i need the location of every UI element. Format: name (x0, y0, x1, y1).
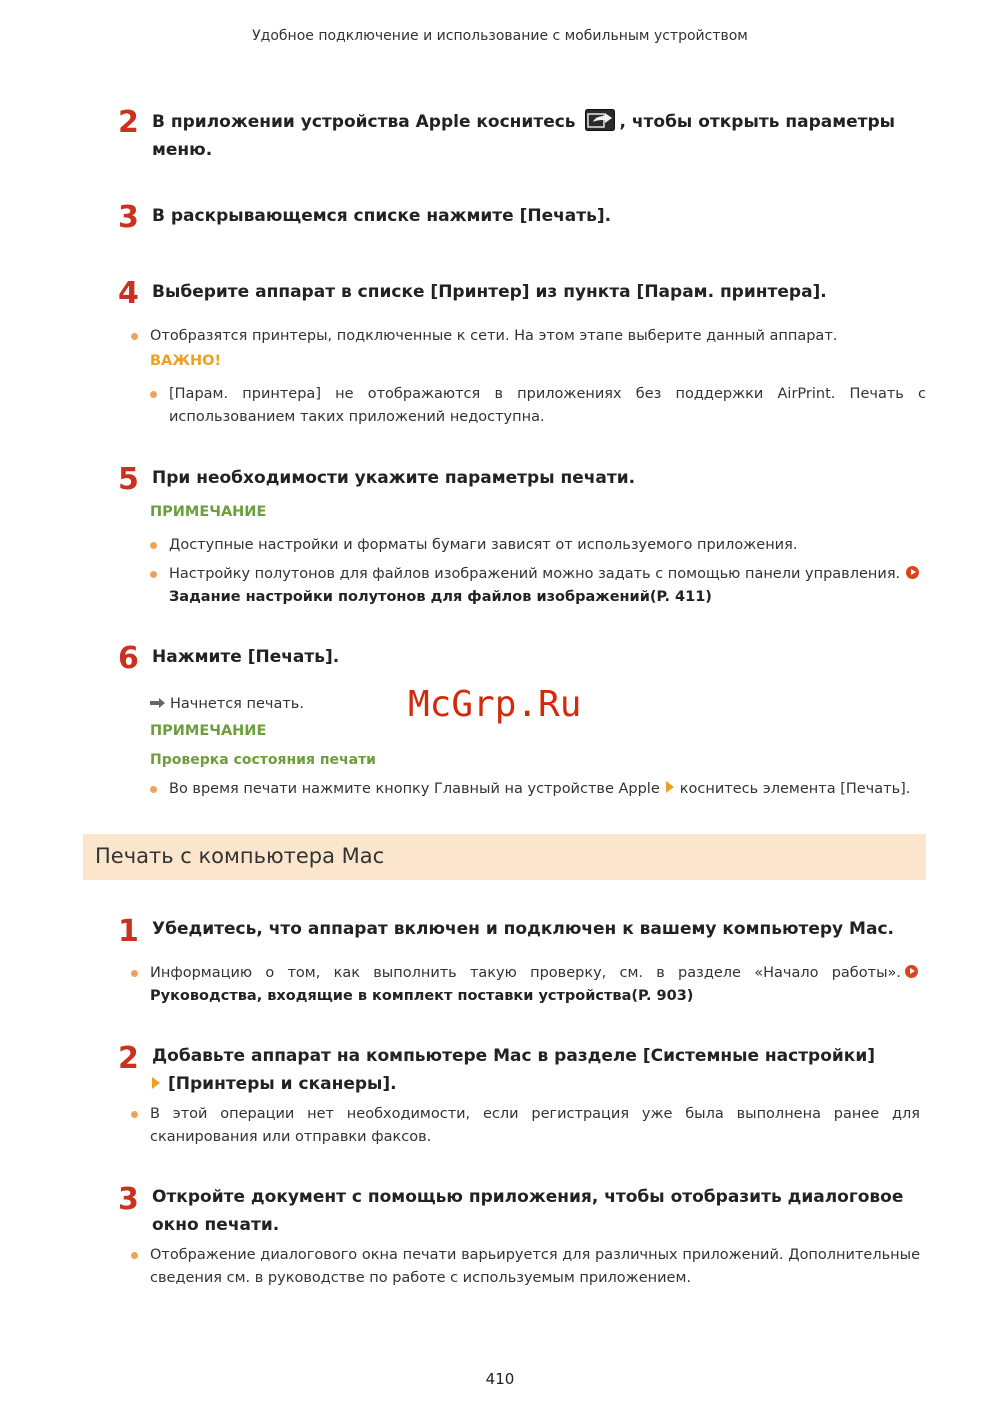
step-title: Добавьте аппарат на компьютере Mac в разделе [Системные настройки] [Принтеры и сканеры]. (152, 1046, 876, 1094)
note-label: ПРИМЕЧАНИЕ (150, 504, 267, 520)
section-title: Печать с компьютера Mac (95, 844, 385, 868)
note-subheading: Проверка состояния печати (150, 752, 376, 768)
list-item: [Парам. принтера] не отображаются в приложениях без поддержки AirPrint. Печать с использованием таких приложений недоступна. (169, 383, 926, 429)
list-item: Доступные настройки и форматы бумаги зависят от используемого приложения. (169, 534, 926, 557)
step-title: В раскрывающемся списке нажмите [Печать]. (152, 206, 612, 226)
list-item: Во время печати нажмите кнопку Главный на устройстве Apple коснитесь элемента [Печать]. (169, 778, 926, 801)
step-number: 4 (118, 276, 139, 311)
step-title: При необходимости укажите параметры печати. (152, 468, 636, 488)
step-title: Нажмите [Печать]. (152, 647, 340, 667)
step-title-text: , чтобы открыть параметры меню. (152, 112, 896, 160)
list-item: Отображение диалогового окна печати варьируется для различных приложений. Дополнительные сведения см. в руководстве по работе с используемым приложением. (150, 1244, 920, 1290)
bullet-dot (131, 1111, 138, 1118)
note-label: ПРИМЕЧАНИЕ (150, 723, 267, 739)
share-action-icon (585, 109, 615, 131)
step-title: Убедитесь, что аппарат включен и подключен к вашему компьютеру Mac. (152, 919, 894, 939)
cross-reference-link[interactable]: Руководства, входящие в комплект поставки устройства(P. 903) (150, 988, 694, 1004)
result-line: Начнется печать. (150, 693, 304, 716)
running-header: Удобное подключение и использование с мобильным устройством (252, 28, 748, 44)
section-header (83, 834, 926, 880)
bullet-dot (150, 542, 157, 549)
step-title-text: В приложении устройства Apple коснитесь (152, 112, 576, 132)
step-title: Откройте документ с помощью приложения, чтобы отобразить диалоговое окно печати. (152, 1187, 904, 1235)
step-number: 2 (118, 105, 139, 140)
bullet-dot (131, 970, 138, 977)
step-number: 5 (118, 462, 139, 497)
step-number: 2 (118, 1041, 139, 1076)
step-title: Выберите аппарат в списке [Принтер] из пункта [Парам. принтера]. (152, 282, 827, 302)
bullet-dot (150, 571, 157, 578)
cross-reference-link[interactable]: Задание настройки полутонов для файлов изображений(P. 411) (169, 589, 712, 605)
bullet-dot (131, 1252, 138, 1259)
step-number: 3 (118, 200, 139, 235)
bullet-dot (150, 391, 157, 398)
bullet-dot (131, 333, 138, 340)
result-arrow-icon (150, 698, 166, 708)
list-item: Информацию о том, как выполнить такую проверку, см. в разделе «Начало работы».Руководства, входящие в комплект поставки устройства(P. 903) (150, 962, 920, 1008)
important-label: ВАЖНО! (150, 353, 222, 369)
step-number: 3 (118, 1182, 139, 1217)
link-arrow-icon (905, 965, 918, 978)
step-number: 1 (118, 914, 139, 949)
bullet-dot (150, 786, 157, 793)
menu-path-arrow-icon (666, 781, 674, 793)
page-number: 410 (485, 1370, 515, 1388)
list-item: Настройку полутонов для файлов изображений можно задать с помощью панели управления. Задание настройки полутонов для файлов изображений(P. 411) (169, 563, 926, 609)
step-number: 6 (118, 641, 139, 676)
link-arrow-icon (906, 566, 919, 579)
list-item: Отобразятся принтеры, подключенные к сети. На этом этапе выберите данный аппарат. (150, 325, 920, 348)
list-item: В этой операции нет необходимости, если регистрация уже была выполнена ранее для сканирования или отправки факсов. (150, 1103, 920, 1149)
watermark: McGrp.Ru (408, 684, 582, 725)
step-title (152, 108, 922, 164)
menu-path-arrow-icon (152, 1077, 160, 1089)
